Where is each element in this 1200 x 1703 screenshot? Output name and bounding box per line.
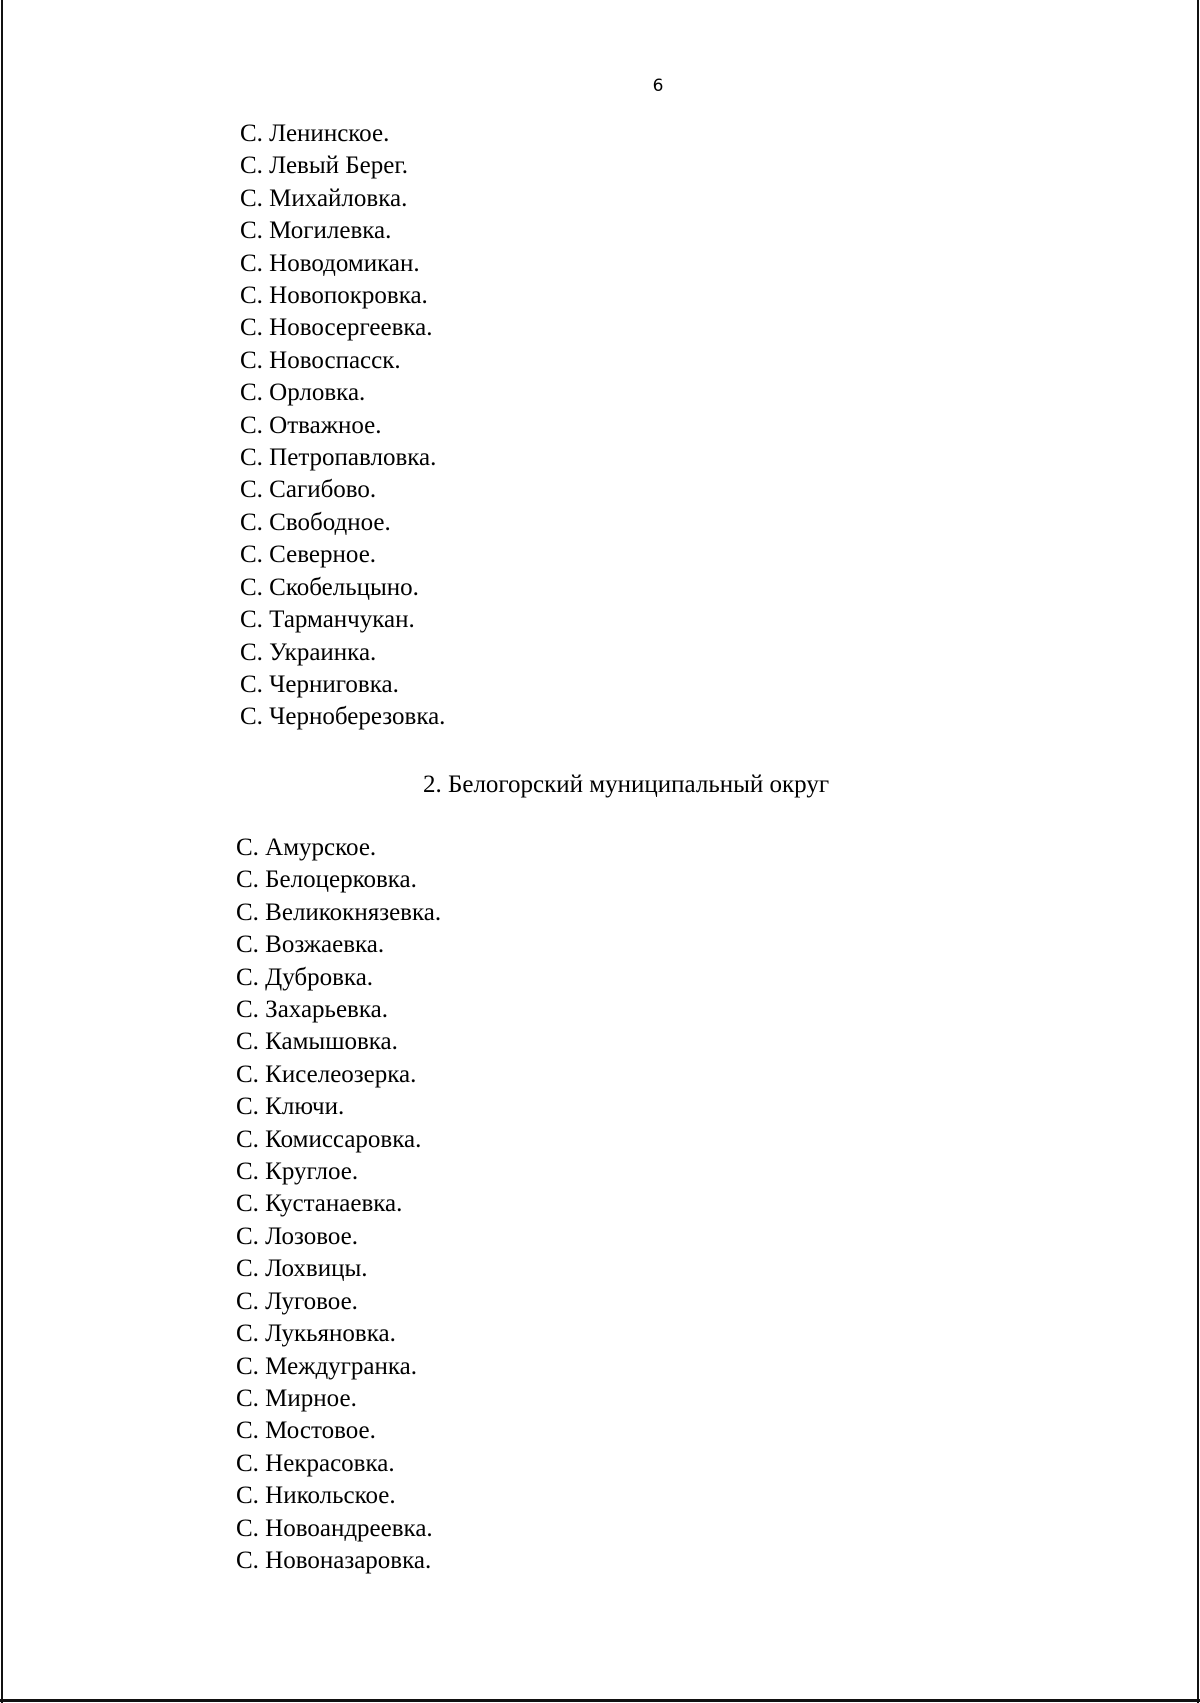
settlement-item: С. Свободное.: [240, 508, 391, 536]
settlement-item: С. Скобельцыно.: [240, 573, 419, 601]
settlement-item: С. Михайловка.: [240, 184, 408, 212]
settlement-item: С. Могилевка.: [240, 217, 392, 245]
settlement-item: С. Амурское.: [236, 834, 377, 861]
settlement-item: С. Ключи.: [236, 1093, 345, 1121]
settlement-item: С. Левый Берег.: [240, 152, 409, 180]
settlement-list-2: [236, 832, 441, 1577]
scan-edge-bottom: [0, 1699, 1200, 1702]
settlement-item: С. Мирное.: [236, 1384, 357, 1412]
page-number: 6: [652, 76, 664, 96]
settlement-item: С. Черноберезовка.: [240, 703, 446, 731]
settlement-item: С. Ленинское.: [240, 120, 390, 147]
settlement-item: С. Киселеозерка.: [236, 1060, 417, 1088]
settlement-item: С. Захарьевка.: [236, 996, 388, 1024]
settlement-item: С. Северное.: [240, 541, 377, 569]
settlement-item: С. Возжаевка.: [236, 931, 385, 959]
settlement-item: С. Междугранка.: [236, 1352, 418, 1380]
scan-edge-right: [1197, 0, 1199, 1703]
section-heading: 2. Белогорский муниципальный округ: [423, 771, 830, 798]
settlement-item: С. Новодомикан.: [240, 249, 420, 277]
scan-edge-left: [1, 0, 3, 1703]
settlement-item: С. Орловка.: [240, 379, 366, 407]
settlement-item: С. Некрасовка.: [236, 1449, 395, 1477]
settlement-item: С. Кустанаевка.: [236, 1190, 403, 1218]
settlement-item: С. Новосергеевка.: [240, 314, 433, 342]
settlement-item: С. Дубровка.: [236, 963, 374, 991]
settlement-item: С. Сагибово.: [240, 476, 377, 504]
settlement-item: С. Лохвицы.: [236, 1255, 368, 1283]
settlement-item: С. Тарманчукан.: [240, 606, 415, 634]
settlement-item: С. Отважное.: [240, 411, 382, 439]
settlement-item: С. Черниговка.: [240, 670, 399, 698]
settlement-item: С. Новоандреевка.: [236, 1514, 433, 1542]
settlement-item: С. Никольское.: [236, 1482, 396, 1510]
settlement-item: С. Лозовое.: [236, 1222, 359, 1250]
settlement-item: С. Круглое.: [236, 1158, 359, 1186]
settlement-item: С. Комиссаровка.: [236, 1125, 422, 1153]
settlement-item: С. Новопокровка.: [240, 282, 428, 310]
settlement-item: С. Белоцерковка.: [236, 866, 417, 894]
settlement-item: С. Новоназаровка.: [236, 1546, 432, 1574]
settlement-item: С. Мостовое.: [236, 1417, 376, 1445]
settlement-item: С. Луговое.: [236, 1287, 358, 1315]
settlement-item: С. Лукьяновка.: [236, 1320, 396, 1348]
settlement-item: С. Камышовка.: [236, 1028, 398, 1056]
settlement-item: С. Петропавловка.: [240, 444, 437, 472]
settlement-list-1: [240, 118, 445, 734]
settlement-item: С. Великокнязевка.: [236, 898, 442, 926]
settlement-item: С. Украинка.: [240, 638, 377, 666]
settlement-item: С. Новоспасск.: [240, 346, 401, 374]
